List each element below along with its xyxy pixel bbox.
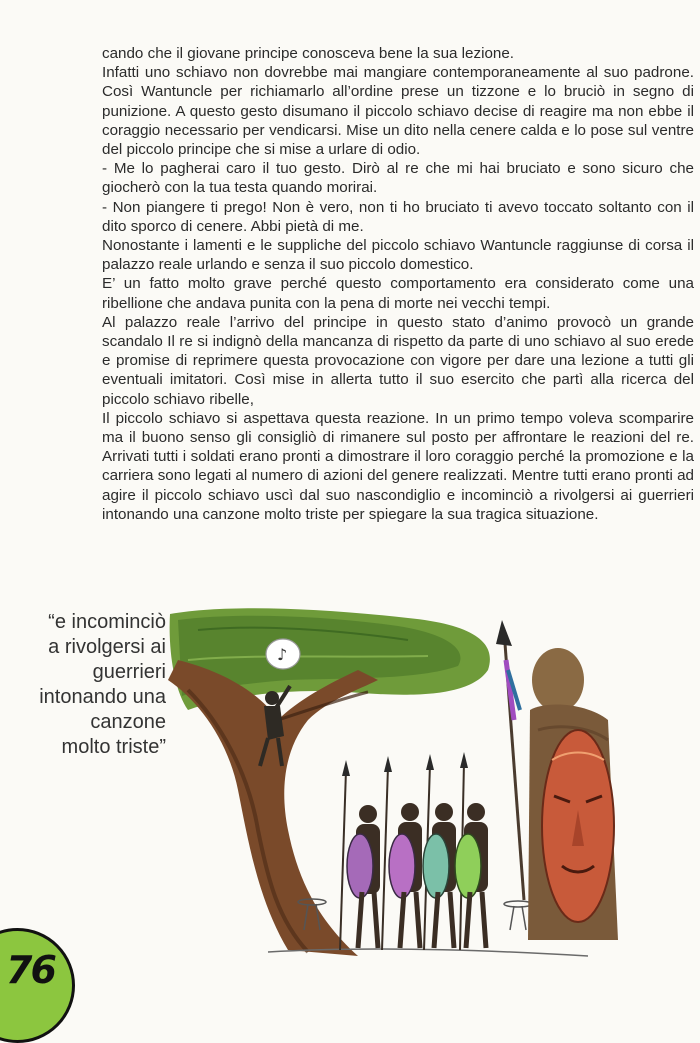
story-illustration: [168, 600, 698, 960]
ground-line: [268, 949, 588, 956]
paragraph: - Me lo pagherai caro il tuo gesto. Dirò al re che mi hai bruciato e sono sicuro che giocherò con la tua testa quando morirai.: [102, 160, 694, 197]
pull-quote-line: intonando una: [39, 686, 166, 708]
music-note-icon: ♪: [277, 645, 288, 664]
paragraph: - Non piangere ti prego! Non è vero, non ti ho bruciato ti avevo toccato soltanto con il dito sporco di cenere. Abbi pietà di me.: [102, 198, 694, 235]
pull-quote: [6, 610, 166, 760]
paragraph: Infatti uno schiavo non dovrebbe mai mangiare contemporaneamente al suo padrone. Così Wantuncle per richiamarlo all’ordine prese un tizzone e lo bruciò in segno di punizione. A questo gesto disumano il piccolo schiavo decise di reagire ma non ebbe il coraggio necessario per vendicarsi. Mise un dito nella cenere calda e lo pose sul ventre del piccolo principe che si mise a urlare di odio.: [102, 64, 694, 159]
warrior-group: [340, 752, 488, 950]
stool: [504, 901, 532, 930]
paragraph: Nonostante i lamenti e le suppliche del piccolo schiavo Wantuncle raggiunse di corsa il palazzo reale urlando e senza il suo piccolo domestico.: [102, 237, 694, 274]
pull-quote-line: molto triste”: [61, 736, 166, 758]
body-text: [102, 44, 694, 524]
pull-quote-line: a rivolgersi ai: [48, 636, 166, 658]
paragraph: E’ un fatto molto grave perché questo comportamento era considerato come una ribellione che andava punita con la pena di morte nei vecchi tempi.: [102, 275, 694, 312]
large-warrior-figure: [496, 620, 618, 940]
page-number: 76: [6, 948, 55, 992]
pull-quote-line: guerrieri: [92, 661, 166, 683]
pull-quote-line: canzone: [90, 711, 166, 733]
paragraph: Al palazzo reale l’arrivo del principe in questo stato d’animo provocò un grande scandalo Il re si indignò della mancanza di rispetto da parte di uno schiavo al suo erede e promise di reprimere questa provocazione con vigore per dare una lezione a tutti gli eventuali imitatori. Così mise in allerta tutto il suo esercito che partì alla ricerca del piccolo schiavo ribelle,: [102, 313, 694, 408]
warrior-figure: [423, 754, 456, 950]
mask-shield: [542, 730, 614, 922]
warrior-figure: [455, 752, 488, 950]
pull-quote-line: “e incominciò: [48, 611, 166, 633]
paragraph: Il piccolo schiavo si aspettava questa reazione. In un primo tempo voleva scomparire ma il buono senso gli consigliò di rimanere sul posto per affrontare le reazioni del re. Arrivati tutti i soldati erano pronti a dimostrare il loro coraggio perché la promozione e la carriera sono legati al numero di azioni del genere realizzati. Mentre tutti erano pronti ad agire il piccolo schiavo uscì dal suo nascondiglio e incominciò a rivolgersi ai guerrieri intonando una canzone molto triste per spiegare la sua tragica situazione.: [102, 409, 694, 523]
warrior-figure: [340, 760, 380, 950]
speech-bubble: [266, 639, 300, 669]
warrior-figure: [382, 756, 422, 950]
paragraph: cando che il giovane principe conosceva bene la sua lezione.: [102, 45, 515, 62]
